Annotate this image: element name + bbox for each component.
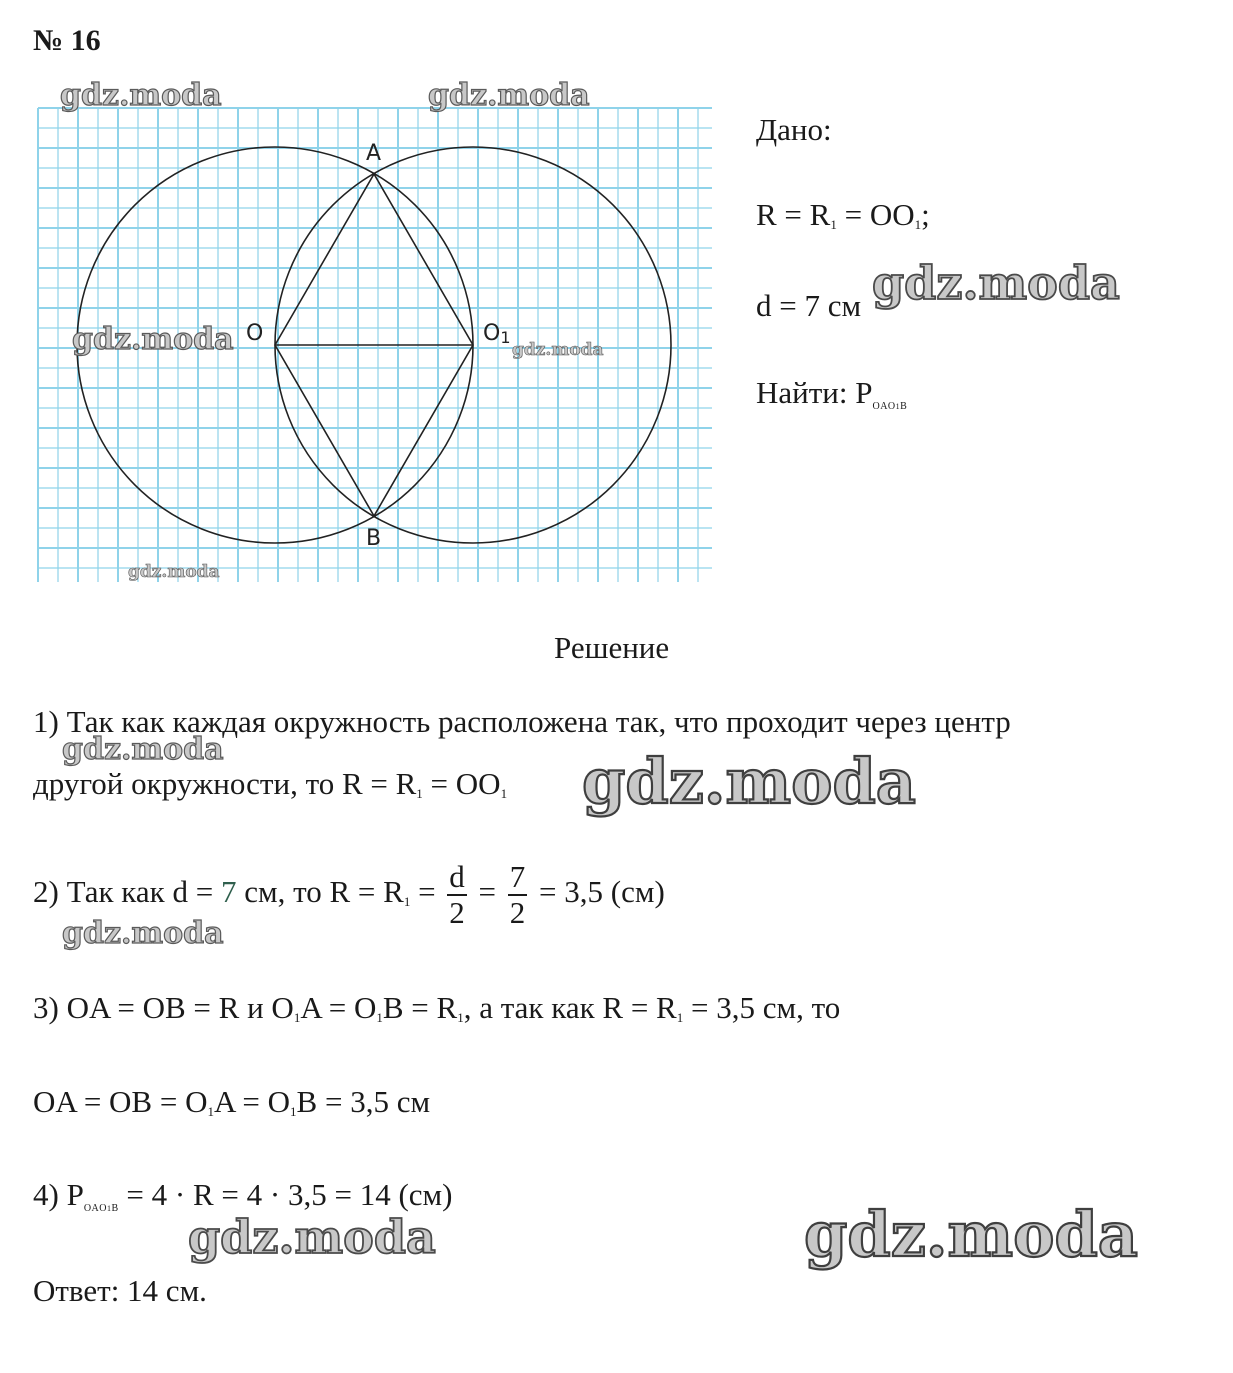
given-line-1: $R = R_1 = OO_1$; (756, 197, 930, 232)
point-label-b: B (366, 526, 382, 551)
watermark: gdz.moda (62, 732, 224, 767)
point-label-o1-sub: 1 (500, 328, 511, 347)
step-2: 2) Так как d = 7 см, то $R = R_1$ = $\frac{d}{2}$ = $\frac{7}{2}$ = 3,5 (см) (33, 859, 665, 930)
given-heading: Дано: (756, 112, 832, 147)
watermark: gdz.moda (804, 1198, 1138, 1271)
fraction-7-over-2: $\frac{7}{2}$ (509, 859, 526, 930)
watermark: gdz.moda (512, 340, 604, 360)
watermark: gdz.moda (72, 322, 234, 357)
given-line-2: d = 7 см (756, 288, 862, 323)
watermark: gdz.moda (582, 745, 916, 818)
watermark: gdz.moda (128, 562, 220, 582)
solution-heading: Решение (554, 630, 670, 665)
watermark: gdz.moda (60, 78, 222, 113)
watermark: gdz.moda (62, 916, 224, 951)
task-number: № 16 (33, 24, 101, 57)
step-3-line-1: 3) OA = OB = R и $O_1A = O_1B = R_1$, а так как $R = R_1 = 3,5$ см, то (33, 990, 841, 1025)
step-4: 4) POAO1B = 4 · R = 4 · 3,5 = 14 (см) (33, 1177, 453, 1214)
fraction-d-over-2: $\frac{d}{2}$ (449, 859, 465, 930)
watermark: gdz.moda (428, 78, 590, 113)
watermark: gdz.moda (872, 256, 1120, 310)
step-1-line-2: другой окружности, то $R = R_1 = OO_1$ (33, 766, 508, 801)
answer: Ответ: 14 см. (33, 1273, 207, 1308)
point-label-o1: O1 (483, 321, 511, 347)
watermark: gdz.moda (188, 1210, 436, 1264)
point-label-o: O (246, 321, 264, 346)
point-label-a: A (366, 141, 382, 166)
step-3-line-2: OA = OB = $O_1A = O_1B = 3,5$ см (33, 1084, 431, 1119)
find-line: Найти: POAO1B (756, 375, 908, 412)
step-1-line-1: 1) Так как каждая окружность расположена так, что проходит через центр (33, 704, 1011, 739)
